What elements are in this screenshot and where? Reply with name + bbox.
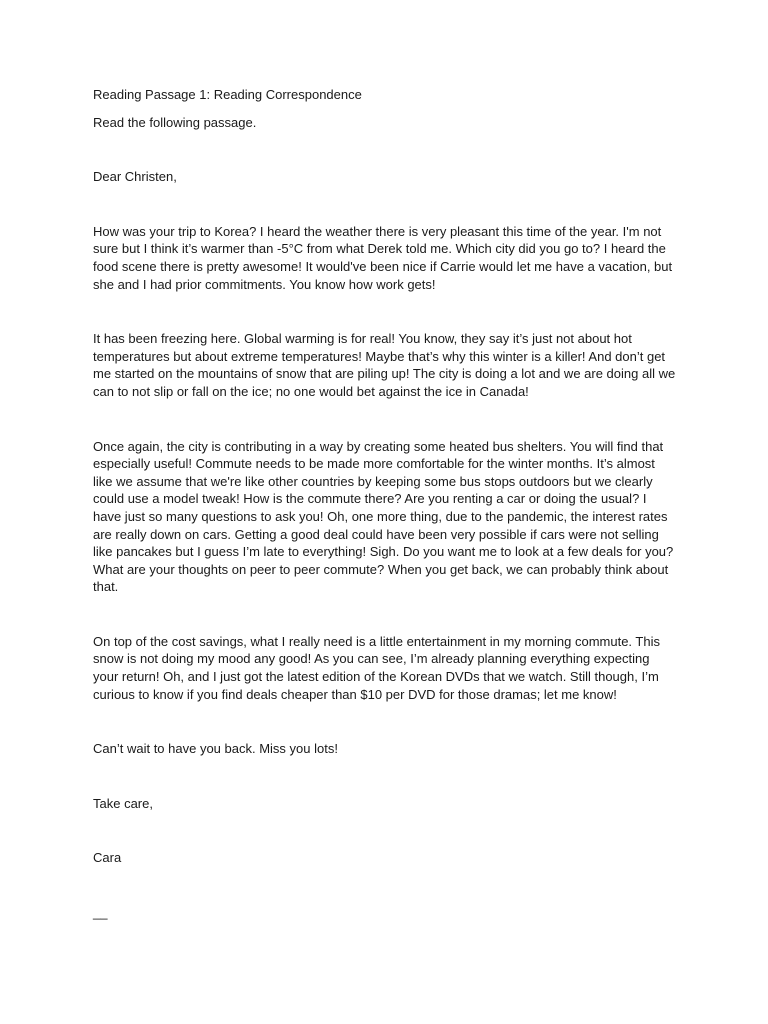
- passage-heading: Reading Passage 1: Reading Correspondence: [93, 87, 362, 102]
- document-page: [93, 86, 677, 922]
- letter-paragraph-3: Once again, the city is contributing in a way by creating some heated bus shelters. You will find that especially useful! Commute needs to be made more comfortable for the winter months. It’s almost like we assume that we're like other countries by keeping some bus stops outdoors but we clearly could use a model tweak! How is the commute there? Are you renting a car or doing the usual? I have just so many questions to ask you! Oh, one more thing, due to the pandemic, the interest rates are really down on cars. Getting a good deal could have been very possible if cars were not selling like pancakes but I guess I’m late to everything! Sigh. Do you want me to look at a few deals for you? What are your thoughts on peer to peer commute? When you get back, we can probably think about that.: [93, 438, 674, 595]
- footer-underline: __: [93, 905, 108, 921]
- letter-signature: Cara: [93, 850, 122, 866]
- letter-salutation: Dear Christen,: [93, 169, 177, 185]
- letter-paragraph-1: How was your trip to Korea? I heard the weather there is very pleasant this time of the year. I'm not sure but I think it’s warmer than -5°C from what Derek told me. Which city did you go to? I heard the food scene there is pretty awesome! It would've been nice if Carrie would let me have a vacation, but she and I had prior commitments. You know how work gets!: [93, 223, 673, 292]
- letter-paragraph-2: It has been freezing here. Global warming is for real! You know, they say it’s just not about hot temperatures but about extreme temperatures! Maybe that’s why this winter is a killer! And don’t get me started on the mountains of snow that are piling up! The city is doing a lot and we are doing all we can to not slip or fall on the ice; no one would bet against the ice in Canada!: [93, 331, 676, 399]
- letter-closing: Take care,: [93, 795, 153, 811]
- letter-paragraph-5: Can’t wait to have you back. Miss you lots!: [93, 741, 338, 757]
- passage-instruction: Read the following passage.: [93, 114, 257, 130]
- letter-paragraph-4: On top of the cost savings, what I really need is a little entertainment in my morning commute. This snow is not doing my mood any good! As you can see, I’m already planning everything expecting your return! Oh, and I just got the latest edition of the Korean DVDs that we watch. Still though, I’m curious to know if you find deals cheaper than $10 per DVD for those dramas; let me know!: [93, 633, 660, 702]
